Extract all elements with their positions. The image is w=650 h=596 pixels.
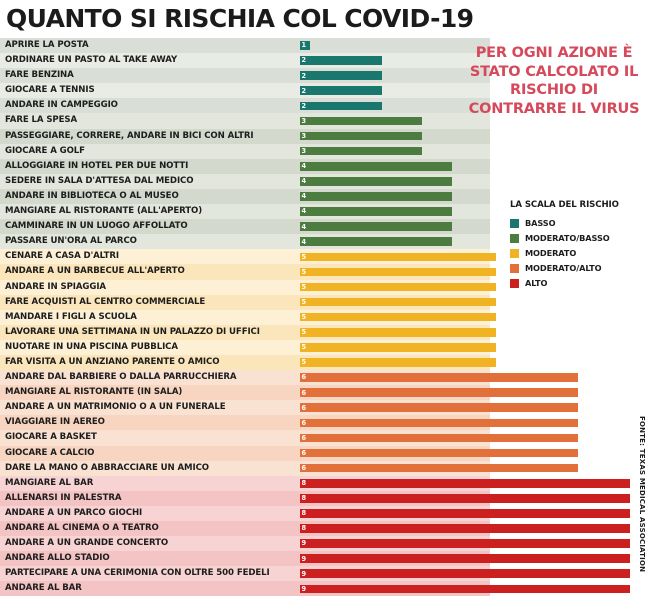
- row-label: ANDARE AL BAR: [5, 583, 82, 594]
- row-value: 3: [301, 116, 307, 125]
- chart-row: [0, 53, 490, 68]
- row-label: SEDERE IN SALA D'ATTESA DAL MEDICO: [5, 175, 194, 186]
- legend-item-label: MODERATO/BASSO: [525, 233, 610, 243]
- row-bar: [300, 343, 496, 352]
- row-bar: [300, 268, 496, 277]
- row-bar: [300, 509, 630, 518]
- legend-item: [510, 216, 645, 230]
- chart-row: [0, 506, 490, 521]
- chart-row: [0, 144, 490, 159]
- chart-row: [0, 566, 490, 581]
- row-label: ALLOGGIARE IN HOTEL PER DUE NOTTI: [5, 160, 189, 171]
- row-value: 6: [301, 448, 307, 457]
- row-label: FARE BENZINA: [5, 70, 74, 81]
- chart-row: [0, 340, 490, 355]
- row-bar: [300, 222, 452, 231]
- row-bar: [300, 102, 382, 111]
- row-bar: [300, 328, 496, 337]
- row-value: 5: [301, 267, 307, 276]
- row-bar: [300, 554, 630, 563]
- row-value: 3: [301, 131, 307, 140]
- row-value: 6: [301, 418, 307, 427]
- row-bar: [300, 283, 496, 292]
- chart-row: [0, 174, 490, 189]
- row-label: LAVORARE UNA SETTIMANA IN UN PALAZZO DI UFFICI: [5, 326, 260, 337]
- row-label: VIAGGIARE IN AEREO: [5, 417, 105, 428]
- row-bar: [300, 253, 496, 262]
- chart-row: [0, 430, 490, 445]
- row-value: 2: [301, 101, 307, 110]
- row-value: 4: [301, 177, 307, 186]
- legend-swatch-icon: [510, 219, 519, 228]
- row-bar: [300, 358, 496, 367]
- row-label: ANDARE ALLO STADIO: [5, 553, 110, 564]
- chart-row: [0, 83, 490, 98]
- chart-row: [0, 280, 490, 295]
- row-label: GIOCARE A CALCIO: [5, 447, 95, 458]
- row-bar: [300, 479, 630, 488]
- row-bar: [300, 434, 578, 443]
- chart-row: [0, 581, 490, 596]
- chart-row: [0, 68, 490, 83]
- chart-row: [0, 551, 490, 566]
- page-title: QUANTO SI RISCHIA COL COVID-19: [6, 4, 474, 33]
- legend-items: [510, 216, 645, 290]
- source-credit: FONTE: TEXAS MEDICAL ASSOCIATION: [638, 415, 646, 572]
- legend-item-label: MODERATO: [525, 248, 577, 258]
- row-value: 4: [301, 192, 307, 201]
- legend-swatch-icon: [510, 264, 519, 273]
- chart-row: [0, 234, 490, 249]
- row-value: 5: [301, 297, 307, 306]
- row-bar: [300, 313, 496, 322]
- row-bar: [300, 585, 630, 594]
- chart-row: [0, 476, 490, 491]
- row-value: 8: [301, 494, 307, 503]
- chart-row: [0, 385, 490, 400]
- row-value: 5: [301, 282, 307, 291]
- row-bar: [300, 132, 422, 141]
- row-label: ORDINARE UN PASTO AL TAKE AWAY: [5, 55, 178, 66]
- row-bar: [300, 237, 452, 246]
- risk-bar-chart: [0, 38, 490, 596]
- chart-row: [0, 113, 490, 128]
- row-label: ANDARE A UN PARCO GIOCHI: [5, 507, 143, 518]
- legend-title: LA SCALA DEL RISCHIO: [510, 200, 619, 210]
- chart-row: [0, 415, 490, 430]
- chart-row: [0, 129, 490, 144]
- chart-row: [0, 204, 490, 219]
- row-label: PASSARE UN'ORA AL PARCO: [5, 236, 137, 247]
- legend-swatch-icon: [510, 249, 519, 258]
- legend-item-label: ALTO: [525, 278, 548, 288]
- chart-row: [0, 219, 490, 234]
- legend-item: [510, 246, 645, 260]
- row-bar: [300, 464, 578, 473]
- legend: [510, 200, 645, 291]
- row-label: CENARE A CASA D'ALTRI: [5, 251, 119, 262]
- chart-row: [0, 461, 490, 476]
- chart-row: [0, 264, 490, 279]
- legend-swatch-icon: [510, 279, 519, 288]
- side-note: PER OGNI AZIONE È STATO CALCOLATO IL RISCHIO DI CONTRARRE IL VIRUS: [468, 45, 640, 117]
- chart-row: [0, 355, 490, 370]
- row-label: ANDARE DAL BARBIERE O DALLA PARRUCCHIERA: [5, 372, 237, 383]
- row-bar: [300, 162, 452, 171]
- row-label: GIOCARE A GOLF: [5, 145, 85, 156]
- legend-item: [510, 261, 645, 275]
- row-label: ANDARE A UN MATRIMONIO O A UN FUNERALE: [5, 402, 226, 413]
- row-label: NUOTARE IN UNA PISCINA PUBBLICA: [5, 341, 178, 352]
- row-label: GIOCARE A BASKET: [5, 432, 97, 443]
- row-value: 8: [301, 524, 307, 533]
- chart-row: [0, 370, 490, 385]
- row-value: 5: [301, 328, 307, 337]
- row-value: 2: [301, 86, 307, 95]
- row-value: 6: [301, 464, 307, 473]
- row-label: FARE LA SPESA: [5, 115, 78, 126]
- chart-row: [0, 189, 490, 204]
- row-bar: [300, 192, 452, 201]
- row-label: DARE LA MANO O ABBRACCIARE UN AMICO: [5, 462, 210, 473]
- row-value: 4: [301, 237, 307, 246]
- row-bar: [300, 71, 382, 80]
- row-value: 6: [301, 433, 307, 442]
- row-label: ANDARE IN SPIAGGIA: [5, 281, 106, 292]
- row-value: 4: [301, 207, 307, 216]
- row-value: 1: [301, 41, 307, 50]
- row-bar: [300, 147, 422, 156]
- row-value: 8: [301, 509, 307, 518]
- row-value: 2: [301, 71, 307, 80]
- row-bar: [300, 177, 452, 186]
- row-label: PARTECIPARE A UNA CERIMONIA CON OLTRE 500 FEDELI: [5, 568, 270, 579]
- row-value: 5: [301, 358, 307, 367]
- row-bar: [300, 403, 578, 412]
- row-bar: [300, 373, 578, 382]
- chart-row: [0, 400, 490, 415]
- chart-row: [0, 98, 490, 113]
- chart-row: [0, 446, 490, 461]
- row-value: 5: [301, 313, 307, 322]
- row-bar: [300, 298, 496, 307]
- row-bar: [300, 388, 578, 397]
- row-bar: [300, 539, 630, 548]
- row-value: 2: [301, 56, 307, 65]
- row-label: ANDARE IN CAMPEGGIO: [5, 100, 118, 111]
- row-label: ALLENARSI IN PALESTRA: [5, 492, 122, 503]
- row-value: 9: [301, 539, 307, 548]
- row-bar: [300, 494, 630, 503]
- row-value: 6: [301, 388, 307, 397]
- row-value: 5: [301, 252, 307, 261]
- legend-item: [510, 276, 645, 290]
- row-label: ANDARE IN BIBLIOTECA O AL MUSEO: [5, 190, 179, 201]
- chart-row: [0, 249, 490, 264]
- chart-row: [0, 310, 490, 325]
- row-bar: [300, 207, 452, 216]
- row-bar: [300, 569, 630, 578]
- row-label: MANDARE I FIGLI A SCUOLA: [5, 311, 137, 322]
- row-label: ANDARE AL CINEMA O A TEATRO: [5, 523, 159, 533]
- row-label: MANGIARE AL RISTORANTE (ALL'APERTO): [5, 206, 203, 217]
- row-bar: [300, 56, 382, 65]
- chart-row: [0, 536, 490, 551]
- row-value: 4: [301, 222, 307, 231]
- row-label: FAR VISITA A UN ANZIANO PARENTE O AMICO: [5, 356, 220, 367]
- row-value: 6: [301, 373, 307, 382]
- row-bar: [300, 524, 630, 533]
- legend-item: [510, 231, 645, 245]
- row-value: 9: [301, 569, 307, 578]
- row-value: 6: [301, 403, 307, 412]
- legend-item-label: MODERATO/ALTO: [525, 263, 602, 273]
- row-label: PASSEGGIARE, CORRERE, ANDARE IN BICI CON ALTRI: [5, 130, 254, 141]
- row-value: 8: [301, 479, 307, 488]
- chart-row: [0, 491, 490, 506]
- row-label: CAMMINARE IN UN LUOGO AFFOLLATO: [5, 221, 188, 232]
- chart-row: [0, 159, 490, 174]
- row-label: MANGIARE AL RISTORANTE (IN SALA): [5, 387, 183, 398]
- row-bar: [300, 449, 578, 458]
- row-label: GIOCARE A TENNIS: [5, 85, 95, 96]
- chart-row: [0, 38, 490, 53]
- row-bar: [300, 117, 422, 126]
- row-value: 4: [301, 162, 307, 171]
- row-bar: [300, 419, 578, 428]
- chart-row: [0, 521, 490, 536]
- row-label: MANGIARE AL BAR: [5, 477, 94, 488]
- chart-row: [0, 325, 490, 340]
- row-value: 3: [301, 147, 307, 156]
- row-label: FARE ACQUISTI AL CENTRO COMMERCIALE: [5, 296, 206, 307]
- row-label: ANDARE A UN BARBECUE ALL'APERTO: [5, 266, 185, 277]
- row-value: 9: [301, 584, 307, 593]
- row-bar: [300, 86, 382, 95]
- row-label: ANDARE A UN GRANDE CONCERTO: [5, 538, 169, 549]
- row-label: APRIRE LA POSTA: [5, 40, 89, 50]
- chart-row: [0, 295, 490, 310]
- row-value: 9: [301, 554, 307, 563]
- legend-item-label: BASSO: [525, 218, 556, 228]
- row-value: 5: [301, 343, 307, 352]
- legend-swatch-icon: [510, 234, 519, 243]
